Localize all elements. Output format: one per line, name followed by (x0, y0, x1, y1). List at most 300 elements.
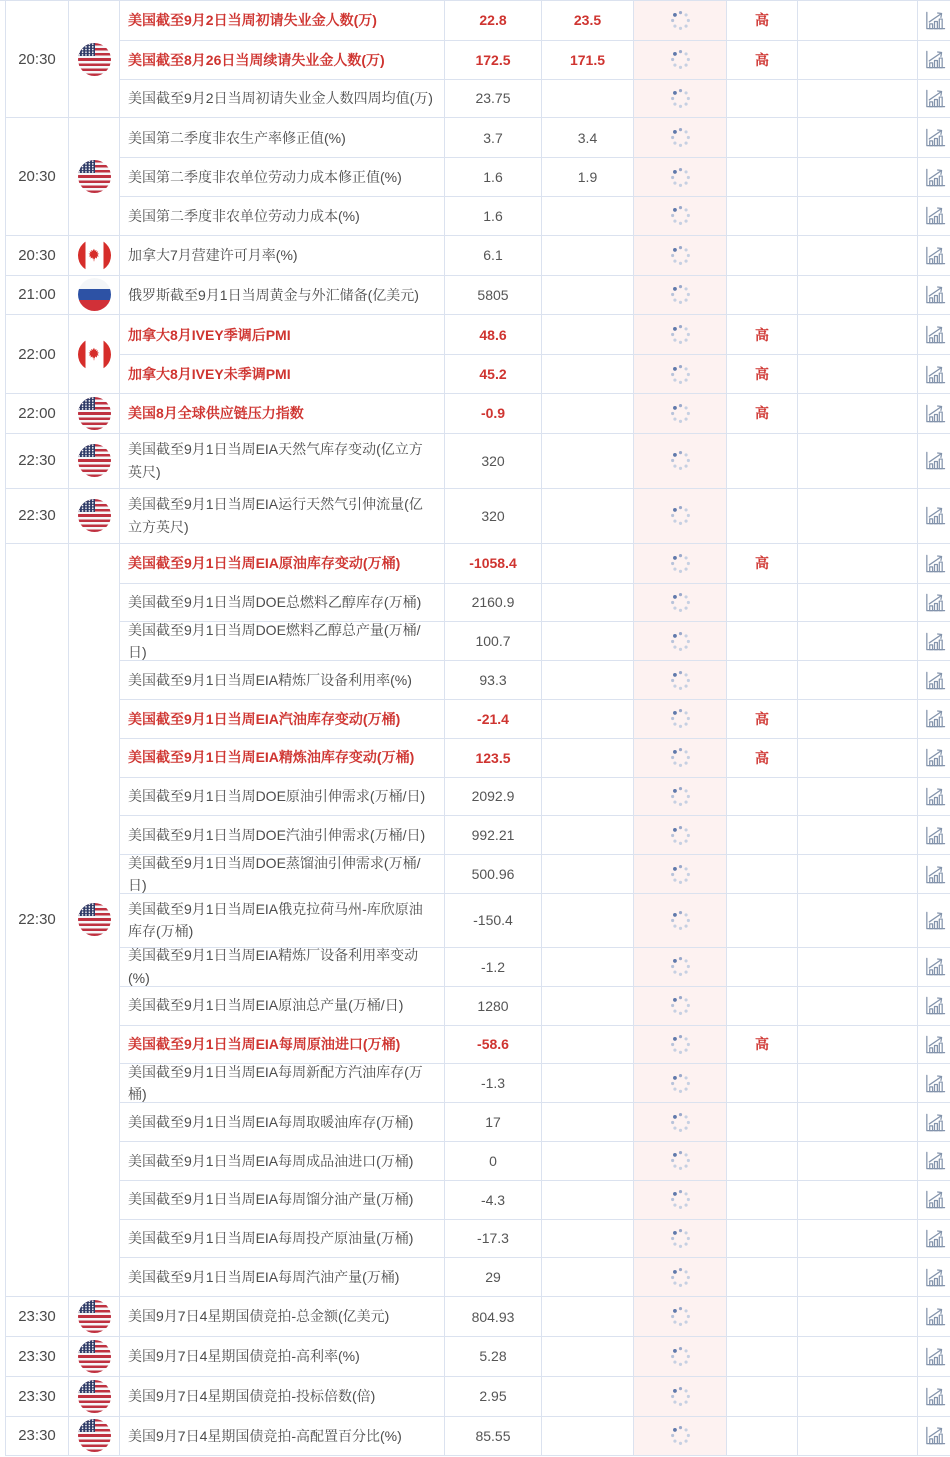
country-flag-cell (69, 1337, 120, 1376)
loading-spinner-icon (670, 403, 691, 424)
forecast-value (542, 434, 634, 488)
us-flag-icon (78, 444, 111, 477)
loading-cell (634, 739, 727, 777)
effect-cell (798, 197, 918, 235)
event-name: 美国截至9月1日当周EIA每周取暖油库存(万桶) (120, 1103, 445, 1141)
loading-cell (634, 118, 727, 157)
loading-cell (634, 1, 727, 40)
country-flag-cell (69, 315, 120, 393)
importance-badge (727, 1297, 798, 1336)
event-name: 美国第二季度非农单位劳动力成本(%) (120, 197, 445, 235)
importance-badge (727, 158, 798, 196)
importance-badge (727, 661, 798, 699)
forecast-value (542, 948, 634, 986)
actual-value: 22.8 (445, 1, 542, 40)
bar-chart-trend-icon (923, 863, 946, 886)
effect-cell (798, 355, 918, 393)
table-row (120, 79, 950, 118)
actual-value: 48.6 (445, 315, 542, 354)
loading-spinner-icon (670, 205, 691, 226)
loading-cell (634, 1417, 727, 1456)
effect-cell (798, 276, 918, 315)
actual-value: 500.96 (445, 855, 542, 893)
importance-badge (727, 236, 798, 275)
calendar-group (6, 1337, 950, 1377)
forecast-value (542, 739, 634, 777)
group-rows (120, 1297, 950, 1336)
loading-spinner-icon (670, 995, 691, 1016)
actual-value: 85.55 (445, 1417, 542, 1456)
actual-value: -1.2 (445, 948, 542, 986)
effect-cell (798, 41, 918, 79)
bar-chart-trend-icon (923, 449, 946, 472)
calendar-group (6, 1297, 950, 1337)
actual-value: 6.1 (445, 236, 542, 275)
actual-value: 2160.9 (445, 584, 542, 622)
chart-button[interactable] (918, 1337, 950, 1376)
table-row (120, 118, 950, 157)
loading-spinner-icon (670, 284, 691, 305)
table-row (120, 1180, 950, 1219)
chart-button[interactable] (918, 434, 950, 488)
event-name: 加拿大7月营建许可月率(%) (120, 236, 445, 275)
forecast-value (542, 584, 634, 622)
importance-badge: 高 (727, 544, 798, 583)
loading-cell (634, 894, 727, 947)
canada-flag-icon (78, 338, 111, 371)
russia-flag-icon (78, 278, 111, 311)
effect-cell (798, 1297, 918, 1336)
forecast-value (542, 1103, 634, 1141)
us-flag-icon (78, 160, 111, 193)
actual-value: 17 (445, 1103, 542, 1141)
table-row (120, 1377, 950, 1416)
group-rows (120, 394, 950, 433)
loading-spinner-icon (670, 167, 691, 188)
actual-value: -150.4 (445, 894, 542, 947)
forecast-value (542, 1142, 634, 1180)
effect-cell (798, 1064, 918, 1102)
actual-value: 0 (445, 1142, 542, 1180)
group-rows (120, 544, 950, 1296)
loading-spinner-icon (670, 1034, 691, 1055)
importance-badge (727, 584, 798, 622)
importance-badge (727, 489, 798, 543)
bar-chart-trend-icon (923, 955, 946, 978)
calendar-group (6, 544, 950, 1297)
importance-badge (727, 816, 798, 854)
chart-button[interactable] (918, 197, 950, 235)
bar-chart-trend-icon (923, 87, 946, 110)
forecast-value (542, 355, 634, 393)
chart-button[interactable] (918, 948, 950, 986)
effect-cell (798, 700, 918, 738)
effect-cell (798, 816, 918, 854)
event-name: 美国9月7日4星期国债竞拍-总金额(亿美元) (120, 1297, 445, 1336)
table-row (120, 1337, 950, 1376)
time-label: 20:30 (6, 1, 69, 117)
table-row (120, 544, 950, 583)
time-label: 22:00 (6, 394, 69, 433)
event-name: 美国9月7日4星期国债竞拍-高配置百分比(%) (120, 1417, 445, 1456)
effect-cell (798, 1103, 918, 1141)
actual-value: 93.3 (445, 661, 542, 699)
actual-value: 804.93 (445, 1297, 542, 1336)
actual-value: 992.21 (445, 816, 542, 854)
chart-button[interactable] (918, 489, 950, 543)
chart-button[interactable] (918, 158, 950, 196)
chart-button[interactable] (918, 739, 950, 777)
actual-value: 123.5 (445, 739, 542, 777)
chart-button[interactable] (918, 1220, 950, 1258)
time-label: 23:30 (6, 1337, 69, 1376)
importance-badge (727, 1103, 798, 1141)
country-flag-cell (69, 118, 120, 234)
chart-button[interactable] (918, 236, 950, 275)
group-rows (120, 489, 950, 543)
chart-button[interactable] (918, 1417, 950, 1456)
forecast-value (542, 489, 634, 543)
forecast-value (542, 1297, 634, 1336)
event-name: 美国9月7日4星期国债竞拍-投标倍数(倍) (120, 1377, 445, 1416)
importance-badge: 高 (727, 700, 798, 738)
importance-badge (727, 80, 798, 118)
table-row (120, 434, 950, 488)
us-flag-icon (78, 1340, 111, 1373)
table-row (120, 1417, 950, 1456)
chart-button[interactable] (918, 661, 950, 699)
forecast-value (542, 1258, 634, 1296)
forecast-value: 3.4 (542, 118, 634, 157)
event-name: 俄罗斯截至9月1日当周黄金与外汇储备(亿美元) (120, 276, 445, 315)
effect-cell (798, 584, 918, 622)
chart-button[interactable] (918, 1142, 950, 1180)
event-name: 美国截至9月1日当周EIA每周成品油进口(万桶) (120, 1142, 445, 1180)
effect-cell (798, 987, 918, 1025)
loading-cell (634, 855, 727, 893)
forecast-value (542, 1337, 634, 1376)
bar-chart-trend-icon (923, 402, 946, 425)
time-label: 23:30 (6, 1297, 69, 1336)
actual-value: 172.5 (445, 41, 542, 79)
chart-button[interactable] (918, 1181, 950, 1219)
loading-spinner-icon (670, 553, 691, 574)
bar-chart-trend-icon (923, 204, 946, 227)
chart-button[interactable] (918, 1026, 950, 1064)
chart-button[interactable] (918, 315, 950, 354)
country-flag-cell (69, 1297, 120, 1336)
table-row (120, 1063, 950, 1102)
event-name: 美国截至9月1日当周EIA每周原油进口(万桶) (120, 1026, 445, 1064)
country-flag-cell (69, 394, 120, 433)
loading-spinner-icon (670, 910, 691, 931)
loading-cell (634, 778, 727, 816)
chart-button[interactable] (918, 118, 950, 157)
group-rows (120, 315, 950, 393)
loading-spinner-icon (670, 1112, 691, 1133)
importance-badge (727, 118, 798, 157)
table-row (120, 196, 950, 235)
effect-cell (798, 1026, 918, 1064)
event-name: 美国截至9月1日当周EIA汽油库存变动(万桶) (120, 700, 445, 738)
bar-chart-trend-icon (923, 552, 946, 575)
table-row (120, 854, 950, 893)
chart-button[interactable] (918, 1377, 950, 1416)
event-name: 美国截至9月1日当周EIA每周新配方汽油库存(万桶) (120, 1064, 445, 1102)
loading-cell (634, 80, 727, 118)
forecast-value (542, 622, 634, 660)
event-name: 美国截至9月1日当周DOE燃料乙醇总产量(万桶/日) (120, 622, 445, 660)
time-label: 22:30 (6, 544, 69, 1296)
chart-button[interactable] (918, 622, 950, 660)
table-row (120, 699, 950, 738)
table-row (120, 157, 950, 196)
chart-button[interactable] (918, 394, 950, 433)
bar-chart-trend-icon (923, 126, 946, 149)
group-rows (120, 1337, 950, 1376)
table-row (120, 947, 950, 986)
forecast-value (542, 661, 634, 699)
calendar-group (6, 315, 950, 394)
loading-spinner-icon (670, 670, 691, 691)
calendar-group (6, 1, 950, 118)
importance-badge (727, 197, 798, 235)
loading-spinner-icon (670, 127, 691, 148)
chart-button[interactable] (918, 355, 950, 393)
loading-spinner-icon (670, 747, 691, 768)
importance-badge (727, 1377, 798, 1416)
loading-cell (634, 584, 727, 622)
effect-cell (798, 855, 918, 893)
chart-button[interactable] (918, 987, 950, 1025)
event-name: 美国截至9月1日当周DOE总燃料乙醇库存(万桶) (120, 584, 445, 622)
us-flag-icon (78, 43, 111, 76)
actual-value: 3.7 (445, 118, 542, 157)
event-name: 美国截至9月1日当周EIA俄克拉荷马州-库欣原油库存(万桶) (120, 894, 445, 947)
forecast-value (542, 315, 634, 354)
loading-spinner-icon (670, 708, 691, 729)
calendar-group (6, 236, 950, 276)
group-rows (120, 236, 950, 275)
actual-value: -1.3 (445, 1064, 542, 1102)
loading-cell (634, 948, 727, 986)
forecast-value (542, 778, 634, 816)
table-row (120, 1257, 950, 1296)
bar-chart-trend-icon (923, 1072, 946, 1095)
event-name: 美国9月7日4星期国债竞拍-高利率(%) (120, 1337, 445, 1376)
calendar-group (6, 434, 950, 489)
bar-chart-trend-icon (923, 1227, 946, 1250)
importance-badge: 高 (727, 394, 798, 433)
bar-chart-trend-icon (923, 630, 946, 653)
maple-leaf-icon (87, 347, 102, 362)
table-row (120, 621, 950, 660)
actual-value: 320 (445, 489, 542, 543)
loading-spinner-icon (670, 592, 691, 613)
importance-badge (727, 622, 798, 660)
loading-spinner-icon (670, 864, 691, 885)
effect-cell (798, 894, 918, 947)
actual-value: -17.3 (445, 1220, 542, 1258)
bar-chart-trend-icon (923, 244, 946, 267)
forecast-value (542, 987, 634, 1025)
loading-spinner-icon (670, 1346, 691, 1367)
importance-badge (727, 1064, 798, 1102)
event-name: 美国截至9月1日当周EIA原油总产量(万桶/日) (120, 987, 445, 1025)
chart-button[interactable] (918, 544, 950, 583)
table-row (120, 986, 950, 1025)
bar-chart-trend-icon (923, 1266, 946, 1289)
time-label: 22:30 (6, 489, 69, 543)
forecast-value (542, 1220, 634, 1258)
chart-button[interactable] (918, 1258, 950, 1296)
us-flag-icon (78, 1419, 111, 1452)
chart-button[interactable] (918, 41, 950, 79)
effect-cell (798, 778, 918, 816)
table-row (120, 815, 950, 854)
loading-cell (634, 158, 727, 196)
loading-spinner-icon (670, 1267, 691, 1288)
loading-cell (634, 41, 727, 79)
event-name: 美国截至9月2日当周初请失业金人数四周均值(万) (120, 80, 445, 118)
loading-spinner-icon (670, 786, 691, 807)
forecast-value (542, 894, 634, 947)
importance-badge (727, 948, 798, 986)
canada-flag-icon (78, 239, 111, 272)
importance-badge (727, 778, 798, 816)
loading-spinner-icon (670, 1150, 691, 1171)
actual-value: 5805 (445, 276, 542, 315)
effect-cell (798, 544, 918, 583)
actual-value: -0.9 (445, 394, 542, 433)
loading-spinner-icon (670, 49, 691, 70)
calendar-group (6, 489, 950, 544)
bar-chart-trend-icon (923, 1345, 946, 1368)
loading-spinner-icon (670, 505, 691, 526)
chart-button[interactable] (918, 700, 950, 738)
forecast-value (542, 276, 634, 315)
importance-badge (727, 1417, 798, 1456)
calendar-group (6, 394, 950, 434)
event-name: 加拿大8月IVEY季调后PMI (120, 315, 445, 354)
actual-value: 5.28 (445, 1337, 542, 1376)
chart-button[interactable] (918, 1297, 950, 1336)
effect-cell (798, 661, 918, 699)
country-flag-cell (69, 236, 120, 275)
forecast-value (542, 700, 634, 738)
chart-button[interactable] (918, 855, 950, 893)
us-flag-icon (78, 397, 111, 430)
effect-cell (798, 236, 918, 275)
group-rows (120, 276, 950, 315)
event-name: 美国截至9月1日当周DOE蒸馏油引伸需求(万桶/日) (120, 855, 445, 893)
country-flag-cell (69, 276, 120, 315)
country-flag-cell (69, 544, 120, 1296)
bar-chart-trend-icon (923, 363, 946, 386)
forecast-value (542, 1064, 634, 1102)
forecast-value (542, 1377, 634, 1416)
loading-cell (634, 489, 727, 543)
forecast-value (542, 1181, 634, 1219)
chart-button[interactable] (918, 894, 950, 947)
loading-spinner-icon (670, 10, 691, 31)
bar-chart-trend-icon (923, 994, 946, 1017)
actual-value: 1280 (445, 987, 542, 1025)
loading-cell (634, 544, 727, 583)
importance-badge: 高 (727, 739, 798, 777)
country-flag-cell (69, 1377, 120, 1416)
calendar-group (6, 276, 950, 316)
bar-chart-trend-icon (923, 909, 946, 932)
forecast-value (542, 855, 634, 893)
effect-cell (798, 158, 918, 196)
chart-button[interactable] (918, 80, 950, 118)
chart-button[interactable] (918, 584, 950, 622)
bar-chart-trend-icon (923, 1385, 946, 1408)
importance-badge: 高 (727, 1026, 798, 1064)
loading-cell (634, 1103, 727, 1141)
bar-chart-trend-icon (923, 504, 946, 527)
time-label: 23:30 (6, 1377, 69, 1416)
calendar-group (6, 118, 950, 235)
effect-cell (798, 1337, 918, 1376)
bar-chart-trend-icon (923, 1111, 946, 1134)
chart-button[interactable] (918, 816, 950, 854)
event-name: 美国截至9月1日当周EIA每周汽油产量(万桶) (120, 1258, 445, 1296)
effect-cell (798, 1220, 918, 1258)
bar-chart-trend-icon (923, 707, 946, 730)
chart-button[interactable] (918, 1, 950, 40)
chart-button[interactable] (918, 1064, 950, 1102)
table-row (120, 394, 950, 433)
event-name: 美国截至9月1日当周DOE原油引伸需求(万桶/日) (120, 778, 445, 816)
loading-cell (634, 276, 727, 315)
chart-button[interactable] (918, 778, 950, 816)
importance-badge (727, 1337, 798, 1376)
loading-cell (634, 236, 727, 275)
table-row (120, 315, 950, 354)
us-flag-icon (78, 1300, 111, 1333)
actual-value: -21.4 (445, 700, 542, 738)
importance-badge: 高 (727, 355, 798, 393)
group-rows (120, 1417, 950, 1456)
loading-cell (634, 197, 727, 235)
forecast-value (542, 236, 634, 275)
table-row (120, 777, 950, 816)
actual-value: 29 (445, 1258, 542, 1296)
table-row (120, 1219, 950, 1258)
group-rows (120, 1, 950, 117)
us-flag-icon (78, 1380, 111, 1413)
event-name: 美国截至9月2日当周初请失业金人数(万) (120, 1, 445, 40)
loading-cell (634, 1297, 727, 1336)
bar-chart-trend-icon (923, 166, 946, 189)
loading-spinner-icon (670, 245, 691, 266)
chart-button[interactable] (918, 1103, 950, 1141)
forecast-value (542, 1026, 634, 1064)
importance-badge (727, 1220, 798, 1258)
chart-button[interactable] (918, 276, 950, 315)
loading-spinner-icon (670, 956, 691, 977)
actual-value: 1.6 (445, 197, 542, 235)
loading-spinner-icon (670, 88, 691, 109)
actual-value: 2.95 (445, 1377, 542, 1416)
loading-cell (634, 1142, 727, 1180)
importance-badge: 高 (727, 41, 798, 79)
event-name: 美国截至9月1日当周EIA精炼厂设备利用率变动(%) (120, 948, 445, 986)
loading-spinner-icon (670, 364, 691, 385)
country-flag-cell (69, 1, 120, 117)
